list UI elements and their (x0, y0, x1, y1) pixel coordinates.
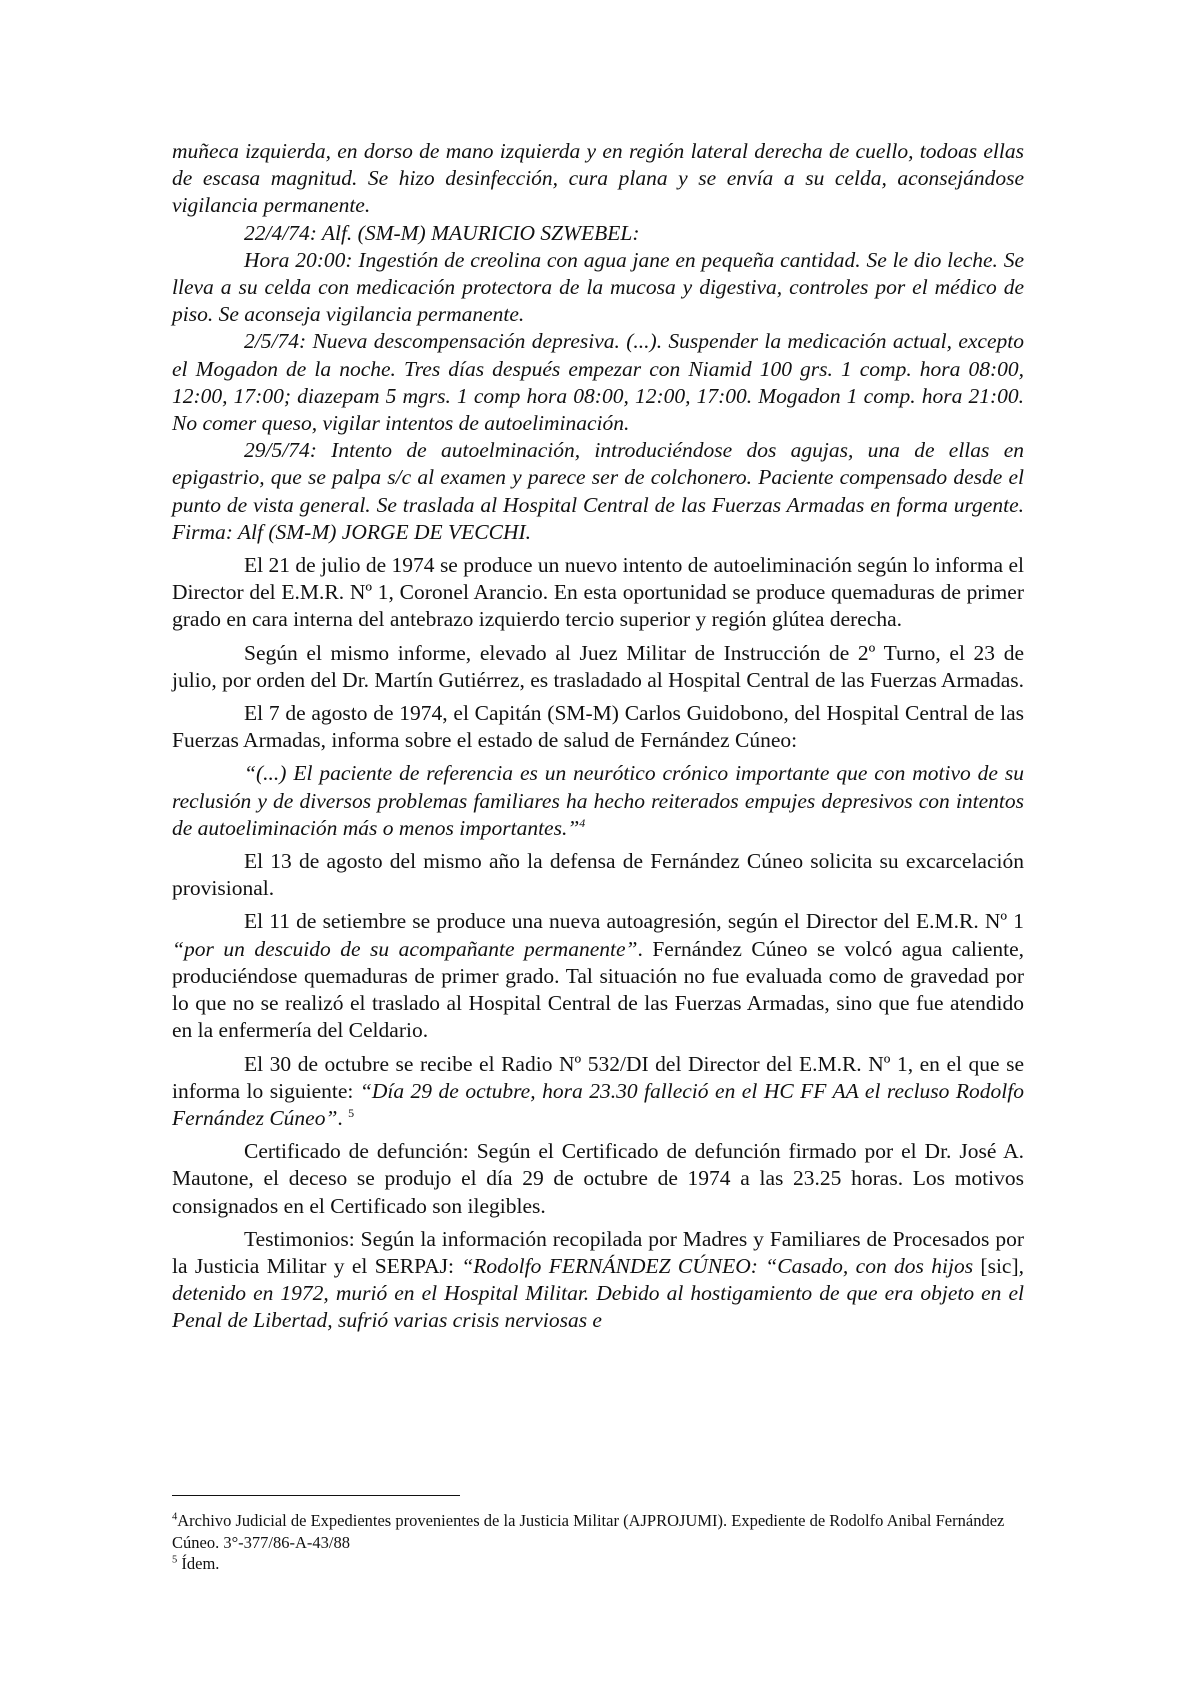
paragraph-certificado (172, 1138, 1024, 1220)
text-run: 22/4/74: Alf. (SM-M) MAURICIO SZWEBEL: (244, 220, 640, 245)
text-run: El 7 de agosto de 1974, el Capitán (SM-M) Carlos Guidobono, del Hospital Central de las Fuerzas Armadas, informa sobre el estado de salud de Fernández Cúneo: (172, 701, 1024, 753)
quote-run: , detenido en 1972, murió en el Hospital Militar. Debido al hostigamiento de que era objeto en el Penal de Libertad, sufrió varias crisis nerviosas e (172, 1253, 1024, 1333)
footnote-number: 4 (172, 1511, 178, 1523)
paragraph-entry-29-5-74 (172, 437, 1024, 546)
text-run: “(...) El paciente de referencia es un neurótico crónico importante que con motivo de su reclusión y de diversos problemas familiares ha hecho reiterados empujes depresivos con intentos de autoeliminación más o menos importantes.” (172, 761, 1024, 840)
footnote-ref-4: 4 (579, 815, 586, 830)
text-run: Según el mismo informe, elevado al Juez Militar de Instrucción de 2º Turno, el 23 de julio, por orden del Dr. Martín Gutiérrez, es trasladado al Hospital Central de las Fuerzas Armadas. (172, 640, 1024, 692)
footnote-separator (172, 1495, 460, 1496)
paragraph-quote-neurotico (172, 760, 1024, 842)
quote-run: “por un descuido de su acompañante permanente” (172, 936, 638, 961)
paragraph-hora-20 (172, 247, 1024, 329)
paragraph-21-julio (172, 552, 1024, 634)
text-run: El 11 de setiembre se produce una nueva autoagresión, según el Director del E.M.R. Nº 1 (244, 909, 1024, 934)
paragraph-13-agosto (172, 848, 1024, 902)
text-run: Hora 20:00: Ingestión de creolina con agua jane en pequeña cantidad. Se le dio leche. Se lleva a su celda con medicación protectora de la mucosa y digestiva, controles por el médico de piso. Se aconseja vigilancia permanente. (172, 247, 1024, 327)
quote-run: “Día 29 de octubre, hora 23.30 falleció en el HC FF AA el recluso Rodolfo Fernández Cúneo” (172, 1078, 1024, 1130)
footnote-text: Archivo Judicial de Expedientes provenientes de la Justicia Militar (AJPROJUMI). Expediente de Rodolfo Anibal Fernández Cúneo. 3°-377/86-A-43/88 (172, 1511, 1005, 1552)
footnote-4 (172, 1510, 1024, 1553)
text-run: . (337, 1105, 349, 1130)
footnote-5 (172, 1553, 1024, 1575)
paragraph-entry-22-4-74 (172, 220, 1024, 247)
paragraph-11-setiembre (172, 908, 1024, 1044)
footnote-text: Ídem. (177, 1554, 220, 1573)
text-run: . Fernández Cúneo se volcó agua caliente, produciéndose quemaduras de primer grado. Tal situación no fue evaluada como de gravedad por lo que no se realizó el traslado al Hospital Central de las Fuerzas Armadas, sino que fue atendido en la enfermería del Celdario. (172, 936, 1024, 1043)
paragraph-mismo-informe (172, 640, 1024, 694)
text-run: muñeca izquierda, en dorso de mano izquierda y en región lateral derecha de cuello, todoas ellas de escasa magnitud. Se hizo desinfección, cura plana y se envía a su celda, aconsejándose vigilancia permanente. (172, 139, 1024, 218)
text-run: Certificado de defunción: Según el Certificado de defunción firmado por el Dr. José A. Mautone, el deceso se produjo el día 29 de octubre de 1974 a las 23.25 horas. Los motivos consignados en el Certificado son ilegibles. (172, 1139, 1024, 1218)
quote-run: “Rodolfo FERNÁNDEZ CÚNEO: “Casado, con dos hijos (461, 1253, 981, 1278)
text-run: 29/5/74: Intento de autoelminación, introduciéndose dos agujas, una de ellas en epigastrio, que se palpa s/c al examen y parece ser de colchonero. Paciente compensado desde el punto de vista general. Se traslada al Hospital Central de las Fuerzas Armadas en forma urgente. Firma: Alf (SM-M) JORGE DE VECCHI. (172, 438, 1024, 544)
text-run: El 13 de agosto del mismo año la defensa de Fernández Cúneo solicita su excarcelación provisional. (172, 849, 1024, 901)
paragraph-entry-2-5-74 (172, 328, 1024, 437)
text-run: Testimonios: Según la información recopilada por Madres y Familiares de Procesados por la Justicia Militar y el SERPAJ: (172, 1226, 1024, 1278)
paragraph-continuation (172, 138, 1024, 220)
paragraph-7-agosto (172, 700, 1024, 754)
text-run: El 30 de octubre se recibe el Radio Nº 532/DI del Director del E.M.R. Nº 1, en el que se informa lo siguiente: (172, 1051, 1024, 1103)
footnote-ref-5: 5 (348, 1105, 355, 1120)
paragraph-30-octubre (172, 1051, 1024, 1133)
footnote-number: 5 (172, 1554, 178, 1566)
document-body (172, 138, 1024, 1335)
text-run: El 21 de julio de 1974 se produce un nuevo intento de autoeliminación según lo informa el Director del E.M.R. Nº 1, Coronel Arancio. En esta oportunidad se produce quemaduras de primer grado en cara interna del antebrazo izquierdo tercio superior y región glútea derecha. (172, 553, 1024, 632)
footnotes (172, 1510, 1024, 1575)
text-run: 2/5/74: Nueva descompensación depresiva. (...). Suspender la medicación actual, excepto el Mogadon de la noche. Tres días después empezar con Niamid 100 grs. 1 comp. hora 08:00, 12:00, 17:00; diazepam 5 mgrs. 1 comp hora 08:00, 12:00, 17:00. Mogadon 1 comp. hora 21:00. No comer queso, vigilar intentos de autoeliminación. (172, 329, 1024, 436)
paragraph-testimonios (172, 1226, 1024, 1335)
text-run: [sic] (980, 1253, 1019, 1278)
